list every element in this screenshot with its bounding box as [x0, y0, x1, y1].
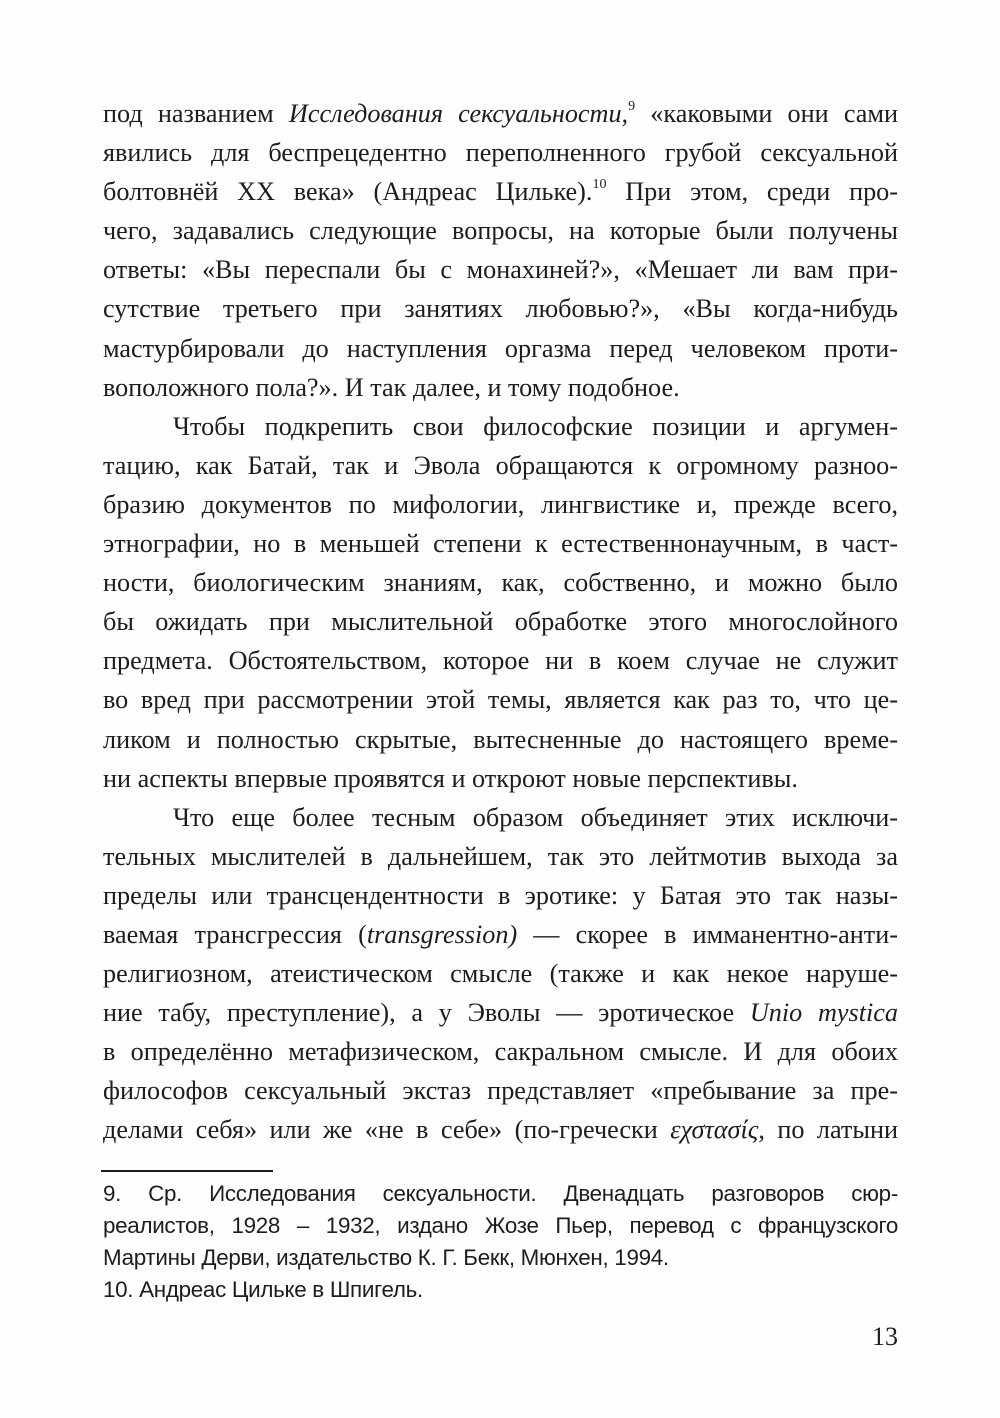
italic-term: transgression) [366, 919, 518, 949]
text-line: этнографии, но в меньшей степени к естественнонаучным, в част- [103, 529, 898, 559]
footnote-line: 9. Ср. Исследования сексуальности. Двенадцать разговоров сюр- [103, 1181, 898, 1206]
text-line: бразию документов по мифологии, лингвистике и, прежде всего, [103, 489, 898, 519]
italic-title: Исследования сексуальности, [288, 99, 629, 128]
footnotes [103, 1178, 898, 1306]
footnote-9 [103, 1178, 898, 1274]
text-line: пределы или трансцендентности в эротике: у Батая это так назы- [103, 880, 898, 910]
text-line: воположного пола?». И так далее, и тому подобное. [103, 372, 680, 402]
footnote-line: реалистов, 1928 – 1932, издано Жозе Пьер, перевод с французского [103, 1213, 898, 1238]
text-line: в определённо метафизическом, сакральном смысле. И для обоих [103, 1037, 898, 1067]
text-line: ни аспекты впервые проявятся и откроют новые перспективы. [103, 763, 798, 793]
footnote-ref-9[interactable]: 9 [628, 99, 636, 115]
paragraph-1 [103, 94, 898, 407]
paragraph-3 [103, 798, 898, 1150]
page-number: 13 [872, 1322, 898, 1351]
footnote-10 [103, 1274, 898, 1306]
text-line: явились для беспрецедентно переполненного грубой сексуальной [103, 138, 898, 168]
italic-term: Unio mystica [749, 998, 898, 1028]
text-line: Что еще более тесным образом объединяет этих исключи- [173, 802, 898, 832]
text-line: ваемая трансгрессия (transgression) — скорее в имманентно-анти- [103, 919, 898, 949]
text-line: мастурбировали до наступления оргазма перед человеком проти- [103, 333, 898, 363]
paragraph-2 [103, 407, 898, 798]
text-line: ние табу, преступление), а у Эволы — эротическое Unio mystica [103, 998, 898, 1028]
text-line: болтовнёй XX века» (Андреас Цильке).$^{10}$ При этом, среди про- [103, 177, 898, 207]
text-line: бы ожидать при мыслительной обработке этого многослойного [103, 607, 898, 637]
text-line: Чтобы подкрепить свои философские позиции и аргумен- [173, 411, 898, 441]
text-line: во вред при рассмотрении этой темы, является как раз то, что це- [103, 685, 898, 715]
text-line: сутствие третьего при занятиях любовью?», «Вы когда-нибудь [103, 294, 898, 324]
text-line: тацию, как Батай, так и Эвола обращаются к огромному разноо- [103, 450, 898, 480]
footnote-separator [101, 1170, 273, 1172]
text-line: ности, биологическим знаниям, как, собственно, и можно было [103, 568, 898, 598]
footnote-line: Мартины Дерви, издательство К. Г. Бекк, Мюнхен, 1994. [103, 1245, 669, 1270]
text-line: ликом и полностью скрытые, вытесненные до настоящего време- [103, 724, 898, 754]
text-line: предмета. Обстоятельством, которое ни в коем случае не служит [103, 646, 898, 676]
text-line: делами себя» или же «не в себе» (по-гречески εχστασίς, по латыни [103, 1115, 898, 1145]
text-line: религиозном, атеистическом смысле (также и как некое наруше- [103, 959, 898, 989]
footnote-ref-10[interactable]: 10 [592, 177, 607, 193]
main-text [103, 94, 898, 1150]
text-line: чего, задавались следующие вопросы, на которые были получены [103, 216, 898, 246]
footnote-line: 10. Андреас Цильке в Шпигель. [103, 1277, 423, 1302]
text-line: под названием Исследования сексуальности,$^9$ «каковыми они сами [103, 99, 898, 128]
italic-greek-term: εχστασίς, [670, 1115, 765, 1145]
text-line: тельных мыслителей в дальнейшем, так это лейтмотив выхода за [103, 841, 898, 871]
text-line: философов сексуальный экстаз представляет «пребывание за пре- [103, 1076, 898, 1106]
text-line: ответы: «Вы переспали бы с монахиней?», «Мешает ли вам при- [103, 255, 898, 285]
